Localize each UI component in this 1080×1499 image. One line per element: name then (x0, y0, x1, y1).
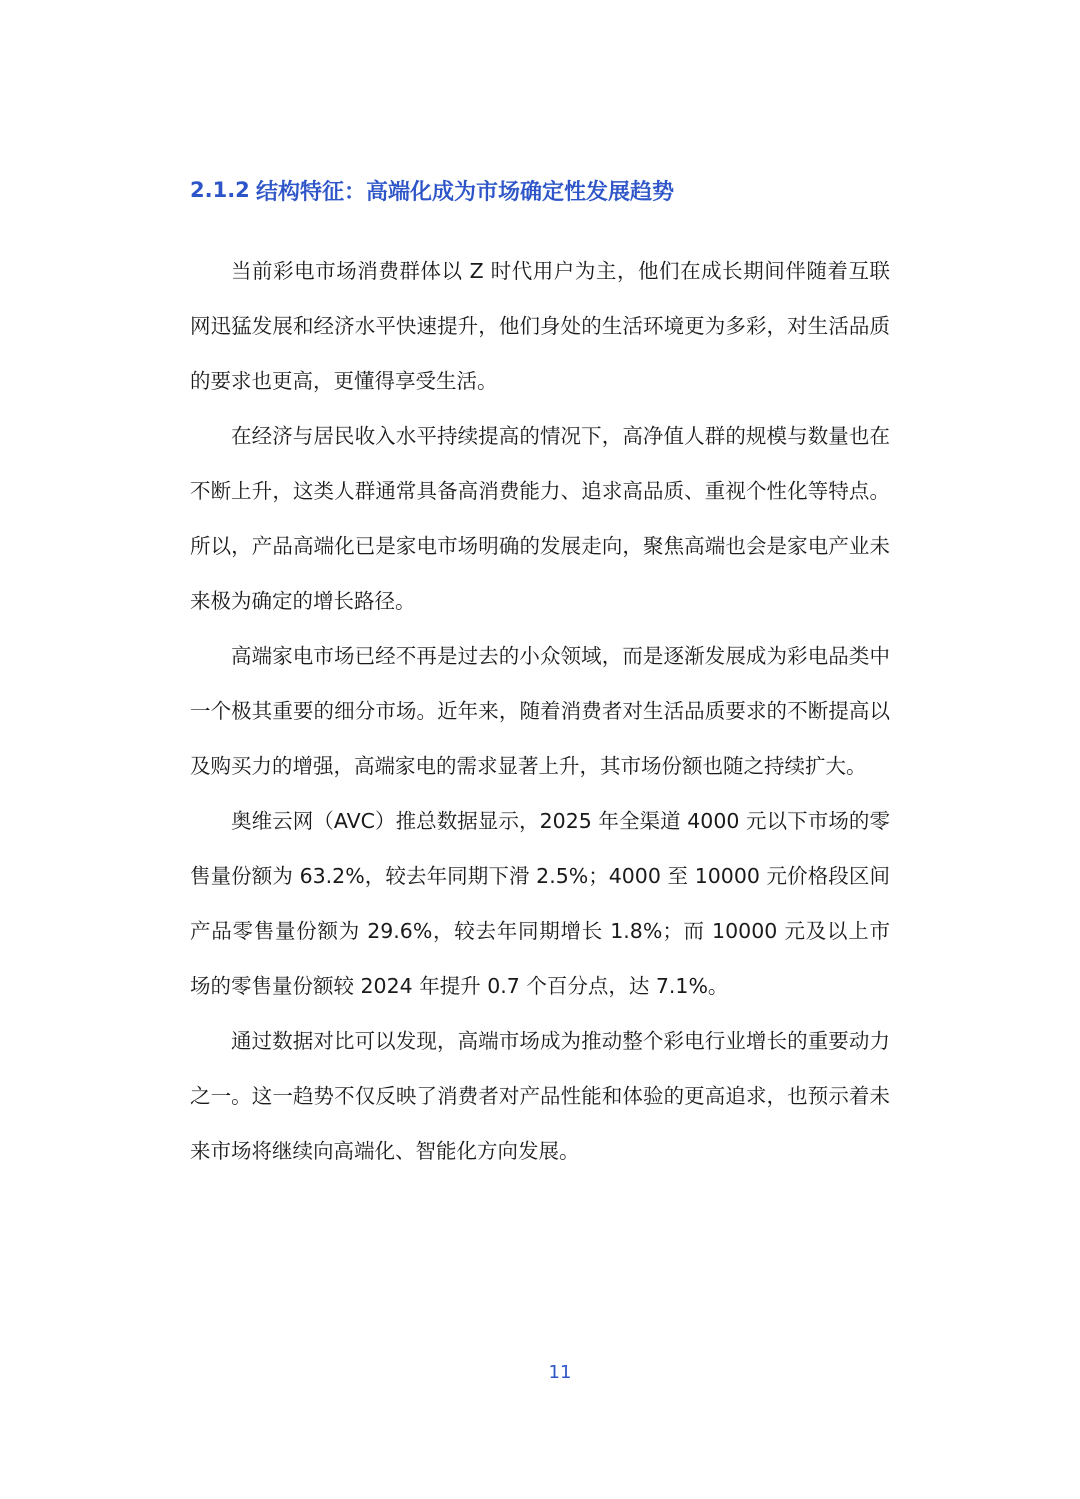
page-number: 11 (548, 1362, 572, 1383)
section-heading (190, 170, 890, 210)
paragraph-3: 高端家电市场已经不再是过去的小众领域，而是逐渐发展成为彩电品类中一个极其重要的细分市场。近年来，随着消费者对生活品质要求的不断提高以及购买力的增强，高端家电的需求显著上升，其市场份额也随之持续扩大。 (190, 644, 890, 778)
paragraph-4: 奥维云网（AVC）推总数据显示，2025 年全渠道 4000 元以下市场的零售量份额为 63.2%，较去年同期下滑 2.5%；4000 至 10000 元价格段区间产品零售量份额为 29.6%，较去年同期增长 1.8%；而 10000 元及以上市场的零售量份额较 2024 年提升 0.7 个百分点，达 7.1%。 (190, 809, 890, 998)
paragraph-2: 在经济与居民收入水平持续提高的情况下，高净值人群的规模与数量也在不断上升，这类人群通常具备高消费能力、追求高品质、重视个性化等特点。所以，产品高端化已是家电市场明确的发展走向，聚焦高端也会是家电产业未来极为确定的增长路径。 (190, 424, 890, 613)
paragraph-1: 当前彩电市场消费群体以 Z 时代用户为主，他们在成长期间伴随着互联网迅猛发展和经济水平快速提升，他们身处的生活环境更为多彩，对生活品质的要求也更高，更懂得享受生活。 (190, 259, 890, 393)
section-number: 2.1.2 (190, 178, 250, 202)
paragraph-5: 通过数据对比可以发现，高端市场成为推动整个彩电行业增长的重要动力之一。这一趋势不仅反映了消费者对产品性能和体验的更高追求，也预示着未来市场将继续向高端化、智能化方向发展。 (190, 1029, 890, 1163)
section-title: 结构特征：高端化成为市场确定性发展趋势 (256, 179, 675, 205)
body-text (190, 244, 890, 1179)
